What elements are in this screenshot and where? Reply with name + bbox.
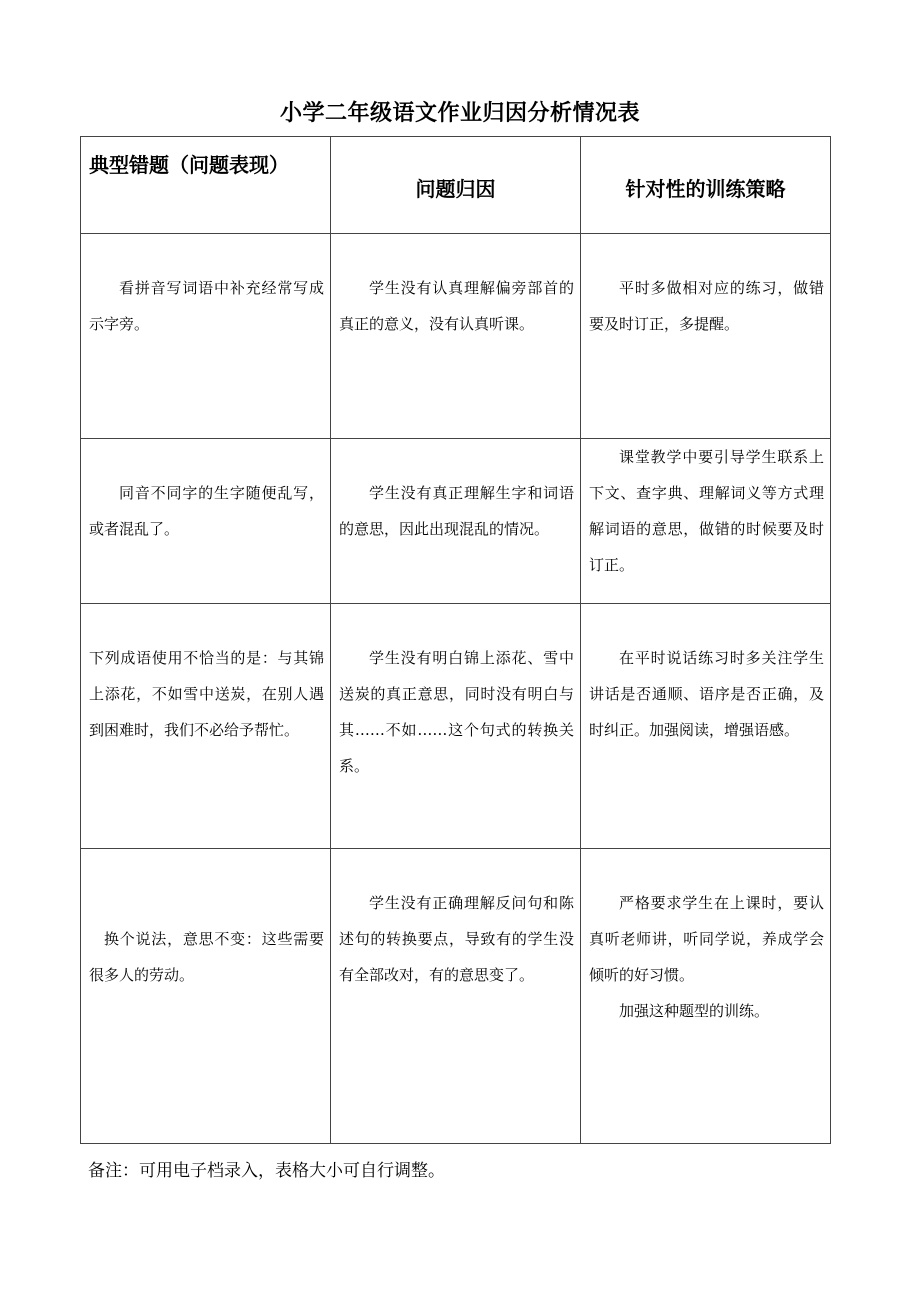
error-cell: 看拼音写词语中补充经常写成示字旁。: [81, 234, 331, 439]
table-header-row: [81, 137, 831, 234]
document-note: 备注：可用电子档录入，表格大小可自行调整。: [88, 1161, 445, 1181]
cause-cell: 学生没有认真理解偏旁部首的真正的意义，没有认真听课。: [331, 234, 581, 439]
header-strategy: 针对性的训练策略: [581, 137, 831, 234]
error-cell: 下列成语使用不恰当的是：与其锦上添花，不如雪中送炭，在别人遇到困难时，我们不必给予帮忙。: [81, 604, 331, 849]
table-row: [81, 234, 831, 439]
header-typical-errors: 典型错题（问题表现）: [81, 137, 331, 234]
cause-cell: 学生没有明白锦上添花、雪中送炭的真正意思，同时没有明白与其……不如……这个句式的转换关系。: [331, 604, 581, 849]
cause-cell: 学生没有真正理解生字和词语的意思，因此出现混乱的情况。: [331, 439, 581, 604]
table-row: [81, 849, 831, 1144]
error-cell: 换个说法，意思不变：这些需要很多人的劳动。: [81, 849, 331, 1144]
table-row: [81, 439, 831, 604]
table-row: [81, 604, 831, 849]
analysis-table: [80, 136, 831, 1144]
document-title: 小学二年级语文作业归因分析情况表: [279, 101, 640, 126]
strategy-cell: 在平时说话练习时多关注学生讲话是否通顺、语序是否正确，及时纠正。加强阅读，增强语感。: [581, 604, 831, 849]
strategy-cell: 平时多做相对应的练习，做错要及时订正，多提醒。: [581, 234, 831, 439]
strategy-cell: 严格要求学生在上课时，要认真听老师讲，听同学说，养成学会倾听的好习惯。 加强这种题型的训练。: [581, 849, 831, 1144]
cause-cell: 学生没有正确理解反问句和陈述句的转换要点，导致有的学生没有全部改对，有的意思变了。: [331, 849, 581, 1144]
header-cause: 问题归因: [331, 137, 581, 234]
error-cell: 同音不同字的生字随便乱写，或者混乱了。: [81, 439, 331, 604]
strategy-cell: 课堂教学中要引导学生联系上下文、查字典、理解词义等方式理解词语的意思，做错的时候要及时订正。: [581, 439, 831, 604]
